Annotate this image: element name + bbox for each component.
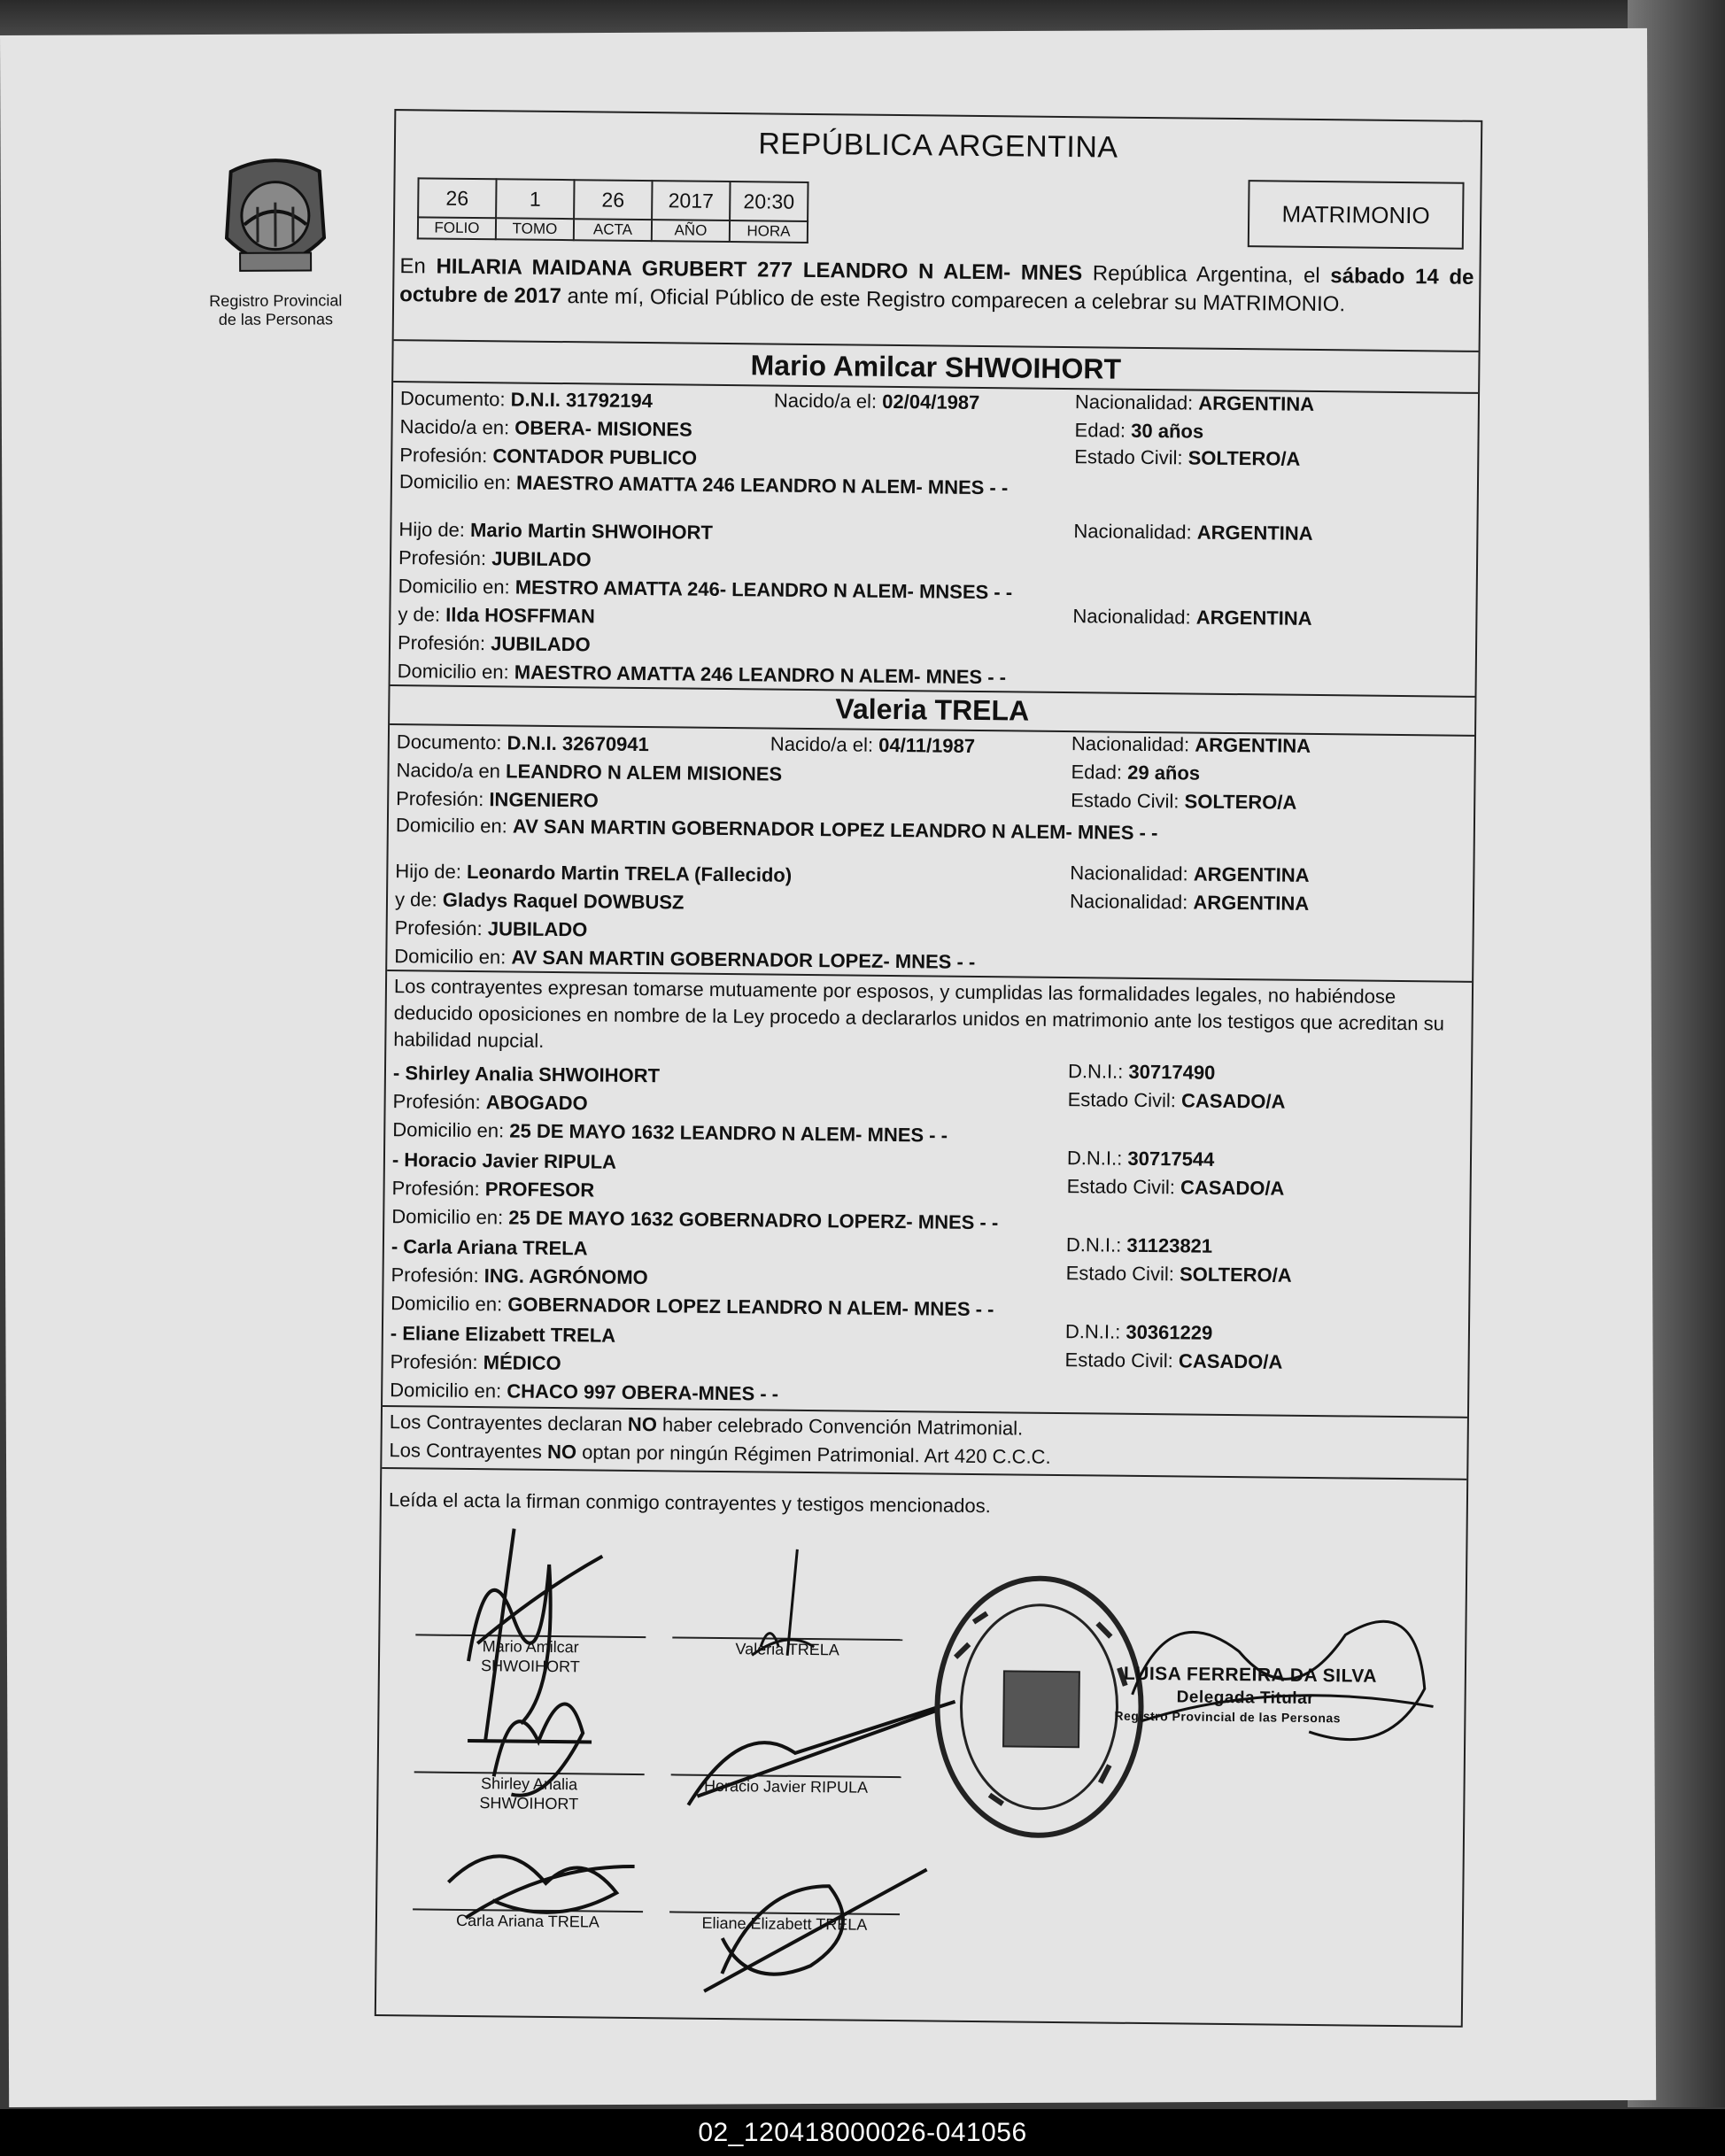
folio-value: 26: [418, 178, 496, 218]
bride-documento: Documento: D.N.I. 32670941: [396, 730, 649, 756]
groom-nacido-en: Nacido/a en: OBERA- MISIONES: [399, 415, 692, 441]
bride-mother-domicilio: Domicilio en: AV SAN MARTIN GOBERNADOR LOPEZ- MNES - -: [394, 945, 976, 973]
groom-domicilio: Domicilio en: MAESTRO AMATTA 246 LEANDRO N ALEM- MNES - -: [398, 470, 1009, 499]
groom-documento: Documento: D.N.I. 31792194: [399, 387, 654, 413]
hora-label: HORA: [730, 220, 808, 243]
folio-label: FOLIO: [418, 217, 496, 239]
hora-value: 20:30: [730, 182, 808, 221]
regime-statement: Los Contrayentes NO optan por ningún Régimen Patrimonial. Art 420 C.C.C.: [389, 1439, 1051, 1468]
signature-label-groom: Mario Amilcar SHWOIHORT: [481, 1637, 580, 1676]
groom-nacido-el: Nacido/a el: 02/04/1987: [773, 389, 980, 413]
anio-label: AÑO: [652, 220, 730, 242]
country-title: REPÚBLICA ARGENTINA: [758, 127, 1118, 165]
handwritten-signatures-center: [669, 1512, 940, 2011]
tomo-label: TOMO: [496, 218, 574, 240]
witness-1-estado: Estado Civil: CASADO/A: [1067, 1088, 1286, 1113]
witness-1-name: - Shirley Analia SHWOIHORT: [392, 1062, 661, 1087]
intro-text-1: En: [399, 254, 437, 279]
acta-label: ACTA: [574, 219, 652, 241]
intro-text-2: República Argentina, el: [1082, 261, 1331, 289]
witness-4-domicilio: Domicilio en: CHACO 997 OBERA-MNES - -: [390, 1379, 779, 1405]
bride-name: Valeria TRELA: [835, 692, 1030, 727]
witness-1-profesion: Profesión: ABOGADO: [392, 1090, 588, 1115]
marriage-certificate-form: [375, 109, 1482, 2028]
certificate-type-box: MATRIMONIO: [1248, 180, 1465, 250]
closing-statement: Leída el acta la firman conmigo contrayentes y testigos mencionados.: [388, 1488, 991, 1518]
groom-nacionalidad: Nacionalidad: ARGENTINA: [1074, 390, 1315, 415]
witness-2-estado: Estado Civil: CASADO/A: [1066, 1175, 1285, 1200]
signature-label-bride: Valeria TRELA: [735, 1640, 839, 1659]
groom-mother-nacionalidad: Nacionalidad: ARGENTINA: [1072, 605, 1312, 630]
bride-nacido-el: Nacido/a el: 04/11/1987: [770, 732, 976, 757]
groom-name: Mario Amilcar SHWOIHORT: [750, 349, 1122, 385]
official-name: LUISA FERREIRA DA SILVA: [1123, 1663, 1378, 1687]
document-page: [0, 28, 1656, 2107]
witness-3-name: - Carla Ariana TRELA: [391, 1235, 588, 1260]
bride-edad: Edad: 29 años: [1071, 761, 1201, 784]
signature-label-witness-4: Eliane Elizabett TRELA: [701, 1913, 868, 1934]
witness-1-dni: D.N.I.: 30717490: [1067, 1060, 1216, 1084]
intro-text-3: ante mí, Oficial Público de este Registro comparecen a celebrar su MATRIMONIO.: [561, 284, 1346, 317]
groom-mother: y de: Ilda HOSFFMAN: [398, 603, 596, 628]
signature-label-witness-2: Horacio Javier RIPULA: [703, 1776, 869, 1797]
scan-footer-code: 02_120418000026-041056: [0, 2109, 1725, 2156]
acta-reference-table: [417, 177, 809, 243]
handwritten-signatures-left: [412, 1510, 665, 2008]
bride-father: Hijo de: Leonardo Martin TRELA (Fallecido): [395, 860, 793, 886]
witness-4-profesion: Profesión: MÉDICO: [390, 1350, 561, 1375]
groom-father-domicilio: Domicilio en: MESTRO AMATTA 246- LEANDRO N ALEM- MNSES - -: [398, 575, 1013, 604]
logo-caption: [196, 291, 355, 329]
groom-estado-civil: Estado Civil: SOLTERO/A: [1074, 445, 1301, 470]
witness-3-domicilio: Domicilio en: GOBERNADOR LOPEZ LEANDRO N ALEM- MNES - -: [391, 1292, 994, 1321]
groom-mother-domicilio: Domicilio en: MAESTRO AMATTA 246 LEANDRO N ALEM- MNES - -: [397, 660, 1007, 689]
witness-3-profesion: Profesión: ING. AGRÓNOMO: [391, 1263, 648, 1289]
acta-value: 26: [574, 180, 652, 220]
witness-3-dni: D.N.I.: 31123821: [1065, 1233, 1213, 1257]
groom-father-profesion: Profesión: JUBILADO: [398, 546, 592, 571]
witness-2-domicilio: Domicilio en: 25 DE MAYO 1632 GOBERNADRO LOPERZ- MNES - -: [391, 1205, 999, 1234]
intro-paragraph: [399, 252, 1474, 321]
witness-4-estado: Estado Civil: CASADO/A: [1064, 1348, 1283, 1373]
ceremony-place: HILARIA MAIDANA GRUBERT 277 LEANDRO N ALEM- MNES: [436, 254, 1083, 286]
witness-2-dni: D.N.I.: 30717544: [1066, 1147, 1215, 1171]
groom-profesion: Profesión: CONTADOR PUBLICO: [399, 444, 698, 469]
groom-father: Hijo de: Mario Martin SHWOIHORT: [398, 518, 714, 544]
tomo-value: 1: [496, 179, 574, 219]
province-shield-icon: [213, 153, 338, 287]
bride-mother-profesion: Profesión: JUBILADO: [394, 916, 588, 941]
convention-statement: Los Contrayentes declaran NO haber celebrado Convención Matrimonial.: [389, 1410, 1024, 1440]
official-role: Delegada Titular: [1176, 1688, 1315, 1709]
witness-3-estado: Estado Civil: SOLTERO/A: [1065, 1262, 1292, 1287]
anio-value: 2017: [652, 181, 730, 220]
witness-2-profesion: Profesión: PROFESOR: [391, 1177, 595, 1202]
ceremony-date: sábado 14 de octubre de 2017: [399, 264, 1474, 309]
registry-logo: [196, 153, 356, 329]
groom-father-nacionalidad: Nacionalidad: ARGENTINA: [1073, 520, 1313, 545]
bride-mother: y de: Gladys Raquel DOWBUSZ: [394, 888, 685, 914]
groom-edad: Edad: 30 años: [1074, 419, 1204, 443]
signature-section: [376, 1474, 1466, 2026]
signature-label-witness-3: Carla Ariana TRELA: [455, 1911, 599, 1931]
bride-domicilio: Domicilio en: AV SAN MARTIN GOBERNADOR LOPEZ LEANDRO N ALEM- MNES - -: [395, 814, 1158, 845]
bride-profesion: Profesión: INGENIERO: [396, 787, 599, 812]
witness-1-domicilio: Domicilio en: 25 DE MAYO 1632 LEANDRO N ALEM- MNES - -: [392, 1118, 948, 1147]
bride-father-nacionalidad: Nacionalidad: ARGENTINA: [1070, 862, 1310, 886]
logo-caption-line1: Registro Provincial: [209, 291, 343, 310]
declaration-paragraph: Los contrayentes expresan tomarse mutuamente por esposos, y cumplidas las formalidades legales, no habiéndose deducido oposiciones en nombre de la Ley procedo a declararlos unidos en matrimonio ante los testigos que acreditan su habilidad nupcial.: [393, 975, 1445, 1052]
bride-mother-nacionalidad: Nacionalidad: ARGENTINA: [1069, 890, 1310, 915]
official-org: Registro Provincial de las Personas: [1114, 1708, 1342, 1726]
logo-caption-line2: de las Personas: [218, 310, 333, 328]
witness-2-name: - Horacio Javier RIPULA: [391, 1148, 617, 1173]
bride-nacionalidad: Nacionalidad: ARGENTINA: [1071, 732, 1311, 757]
witness-4-dni: D.N.I.: 30361229: [1064, 1320, 1213, 1344]
signature-label-witness-1: Shirley Analia SHWOIHORT: [479, 1774, 579, 1813]
witness-4-name: - Eliane Elizabett TRELA: [390, 1322, 616, 1347]
bride-estado-civil: Estado Civil: SOLTERO/A: [1071, 789, 1297, 814]
groom-mother-profesion: Profesión: JUBILADO: [397, 631, 591, 656]
bride-nacido-en: Nacido/a en LEANDRO N ALEM MISIONES: [396, 759, 783, 785]
